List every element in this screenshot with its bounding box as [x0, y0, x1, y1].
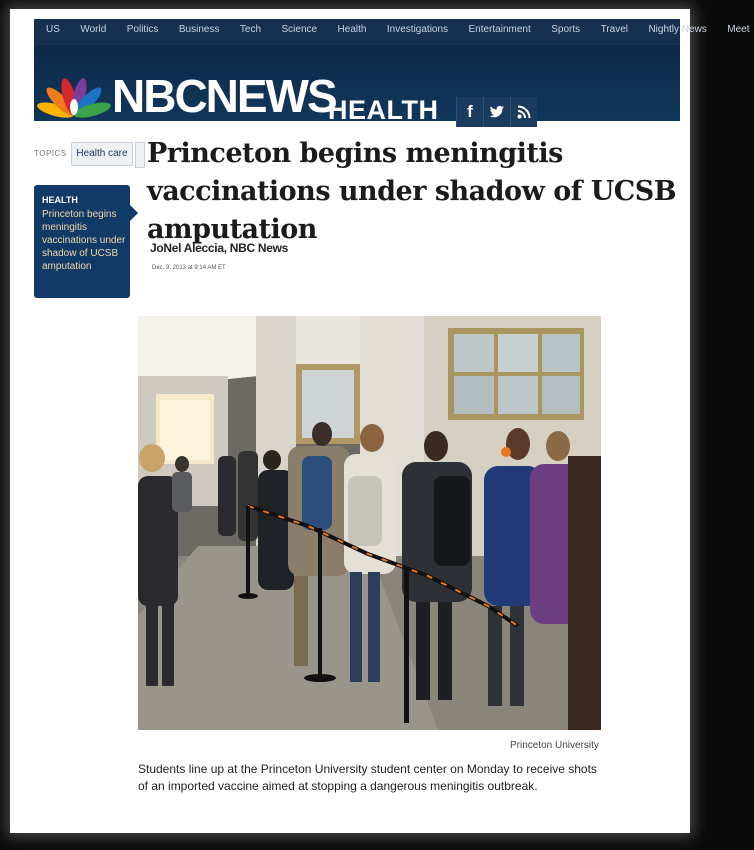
nav-item-sports[interactable]: Sports — [551, 24, 581, 35]
top-navigation — [34, 19, 750, 45]
nav-item-tech[interactable]: Tech — [239, 24, 262, 35]
nav-item-investigations[interactable]: Investigations — [386, 24, 449, 35]
facebook-icon[interactable]: f — [456, 97, 483, 127]
article-headline: Princeton begins meningitis vaccinations under shadow of UCSB amputation — [147, 138, 677, 245]
brand-wordmark[interactable]: NBCNEWS — [112, 70, 336, 122]
nav-item-science[interactable]: Science — [281, 24, 318, 35]
nav-item-travel[interactable]: Travel — [600, 24, 628, 35]
card-kicker: HEALTH — [42, 195, 78, 205]
card-pointer — [130, 205, 138, 221]
photo-credit: Princeton University — [510, 740, 599, 751]
topic-chip-overflow[interactable] — [135, 142, 145, 168]
photo-caption: Students line up at the Princeton University student center on Monday to receive shots of an imported vaccine aimed at stopping a dangerous meningitis outbreak. — [138, 762, 597, 793]
article-date: Dec. 9, 2013 at 9:14 AM ET — [152, 265, 226, 271]
rss-icon[interactable] — [510, 97, 537, 127]
topic-chip-health-care[interactable]: Health care — [71, 142, 133, 166]
masthead — [34, 45, 680, 125]
nav-item-meet[interactable]: Meet — [727, 24, 750, 35]
topics-label: TOPICS — [34, 149, 67, 158]
nav-item-nightly-news[interactable]: Nightly News — [648, 24, 707, 35]
section-title[interactable]: HEALTH — [328, 95, 439, 125]
sidebar-story-card[interactable] — [34, 185, 130, 298]
nav-item-us[interactable]: US — [46, 24, 60, 35]
peacock-logo-icon[interactable] — [42, 73, 106, 117]
article-photo[interactable] — [138, 316, 601, 730]
nav-item-business[interactable]: Business — [178, 24, 220, 35]
screenshot-frame — [10, 9, 750, 833]
nav-item-entertainment[interactable]: Entertainment — [468, 24, 531, 35]
twitter-icon[interactable] — [483, 97, 510, 127]
nav-item-politics[interactable]: Politics — [126, 24, 159, 35]
article-byline[interactable]: JoNel Aleccia, NBC News — [150, 241, 289, 255]
nav-item-health[interactable]: Health — [337, 24, 367, 35]
nav-item-world[interactable]: World — [80, 24, 107, 35]
card-title[interactable]: Princeton begins meningitis vaccinations under shadow of UCSB amputation — [42, 209, 126, 272]
